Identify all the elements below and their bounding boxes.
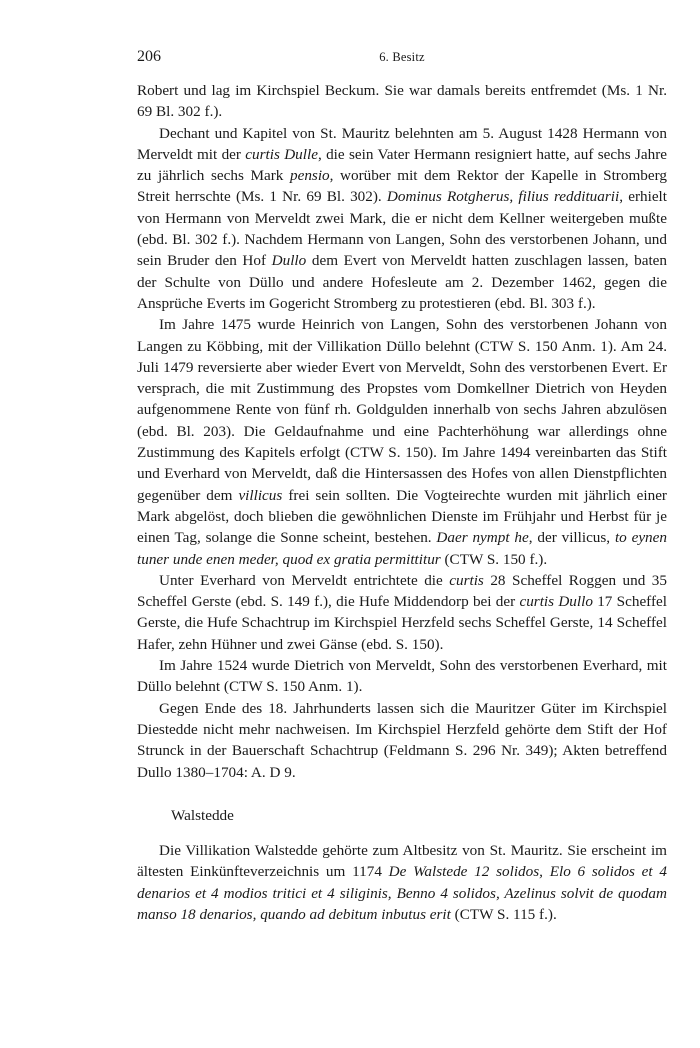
italic-text: Dominus Rotgherus, filius reddituarii <box>386 188 620 206</box>
body-text <box>137 80 667 925</box>
text-run: 28 Scheffel Roggen und 35 Scheffel Gerste (ebd. S. 149 f.), die Hufe Middendorp bei der <box>137 571 667 611</box>
italic-text: villicus <box>238 486 283 504</box>
page-header <box>137 48 667 72</box>
text-run: Im Jahre 1524 wurde Dietrich von Merveldt, Sohn des verstorbenen Everhard, mit Düllo belehnt (CTW S. 150 Anm. 1). <box>137 657 667 696</box>
text-run: , erhielt von Hermann von Merveldt zwei Mark, die er nicht dem Kellner weitergeben mußte (ebd. Bl. 302 f.). Nachdem Hermann von Langen, Sohn des verstorbenen Johann, und sein Bruder den Hof <box>137 188 667 270</box>
italic-text: to eynen tuner unde enen meder, quod ex gratia permittitur <box>137 529 667 568</box>
italic-text: curtis <box>449 571 484 589</box>
text-run: Dechant und Kapitel von St. Mauritz belehnten am 5. August 1428 Hermann von Merveldt mit der <box>137 124 667 163</box>
text-run: 17 Scheffel Gerste, die Hufe Schachtrup im Kirchspiel Herzfeld sechs Scheffel Gerste, 14 Scheffel Hafer, zehn Hühner und zwei Gänse (ebd. S. 150). <box>137 593 667 653</box>
italic-text: curtis Dulle <box>245 145 318 163</box>
text-run: Gegen Ende des 18. Jahrhunderts lassen sich die Mauritzer Güter im Kirchspiel Diestedde nicht mehr nachweisen. Im Kirchspiel Herzfeld gehörte dem Stift der Hof Strunck in der Bauerschaft Schachtrup (Feldmann S. 296 Nr. 349); Akten betreffend Dullo 1380–1704: A. D 9. <box>137 699 667 781</box>
page-number: 206 <box>137 48 161 65</box>
text-run: (CTW S. 150 f.). <box>440 550 548 568</box>
paragraph <box>137 698 667 783</box>
paragraph <box>137 314 667 570</box>
text-run: Robert und lag im Kirchspiel Beckum. Sie war damals bereits entfremdet (Ms. 1 Nr. 69 Bl. 302 f.). <box>137 82 667 121</box>
text-run: Im Jahre 1475 wurde Heinrich von Langen, Sohn des verstorbenen Johann von Langen zu Köbbing, mit der Villikation Düllo belehnt (CTW S. 150 Anm. 1). Am 24. Juli 1479 reversierte aber wieder Evert von Merveldt, Sohn des verstorbenen Evert. Er versprach, die mit Zustimmung des Propstes vom Domkellner Dietrich von Heyden aufgenommene Rente von fünf rh. Goldgulden innerhalb von sechs Jahren abzulösen (ebd. Bl. 203). Die Geldaufnahme und eine Pachterhöhung war allerdings ohne Zustimmung des Kapitels erfolgt (CTW S. 150). Im Jahre 1494 vereinbarten das Stift und Everhard von Merveldt, daß die Hintersassen des Hofes von allen Dienstpflichten gegenüber dem <box>137 316 667 504</box>
paragraph <box>137 80 667 123</box>
text-run: (CTW S. 115 f.). <box>450 905 557 923</box>
main-paragraphs <box>137 80 667 783</box>
text-run: dem Evert von Merveldt hatten zuschlagen lassen, baten der Schulte von Düllo und andere Hofesleute am 2. Dezember 1462, gegen die Ansprüche Everts im Gogericht Stromberg zu protestieren (ebd. Bl. 303 f.). <box>137 252 668 312</box>
text-run: , worüber mit dem Rektor der Kapelle in Stromberg Streit herrschte (Ms. 1 Nr. 69 Bl. 302). <box>137 167 667 206</box>
paragraph <box>137 570 667 655</box>
paragraph <box>137 655 667 698</box>
paragraph <box>137 123 667 315</box>
running-head: 6. Besitz <box>379 50 425 64</box>
italic-text: Daer nympt he <box>436 529 529 547</box>
section-heading: Walstedde <box>171 806 234 824</box>
italic-text: Dullo <box>271 252 307 270</box>
section-paragraphs <box>137 840 667 925</box>
text-run: , der villicus, <box>528 529 615 547</box>
text-run: Die Villikation Walstedde gehörte zum Altbesitz von St. Mauritz. Sie erscheint im ältesten Einkünfteverzeichnis um 1174 <box>137 842 667 881</box>
italic-text: pensio <box>289 167 330 185</box>
paragraph <box>137 840 667 925</box>
italic-text: De Walstede 12 solidos, Elo 6 solidos et 4 denarios et 4 modios tritici et 4 siliginis, Benno 4 solidos, Azelinus solvit de quodam manso 18 denarios, quando ad debitum inbutus erit <box>137 863 667 923</box>
text-run: frei sein sollten. Die Vogteirechte wurden mit jährlich einer Mark abgelöst, doch blieben die gewöhnlichen Dienste im Frühjahr und Herbst für je einen Tag, solange die Sonne scheint, bestehen. <box>137 486 667 547</box>
text-run: Unter Everhard von Merveldt entrichtete die <box>159 571 450 589</box>
text-run: , die sein Vater Hermann resigniert hatte, auf sechs Jahre zu jährlich sechs Mark <box>137 145 667 185</box>
italic-text: curtis Dullo <box>519 593 593 611</box>
